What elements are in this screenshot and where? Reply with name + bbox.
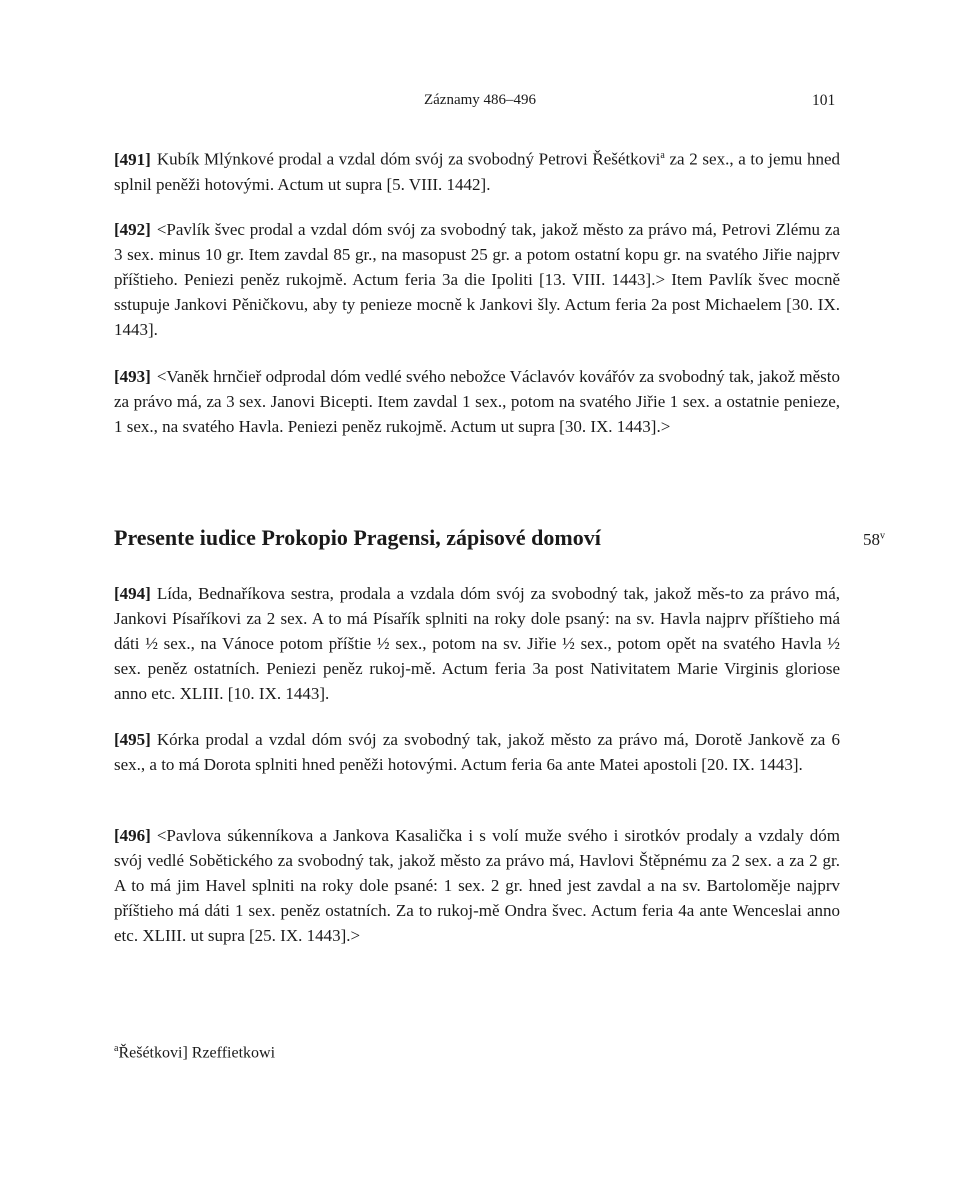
entry-text: <Pavlova súkenníkova a Jankova Kasalička i s volí muže svého i sirotkóv prodaly a vzdaly dóm svój vedlé Sobětického za svobodný tak, jakož město za právo má, Havlovi Štěpnému za 2 sex. a za 2 gr. A to má jim Havel splniti na roky dole psané: 1 sex. 2 gr. hned jest zavdal a na sv. Bartoloměje najprv příštieho má dáti 1 sex. peněz ostatních. Za to rukoj-mě Ondra švec. Actum feria 4a ante Wenceslai anno etc. XLIII. ut supra [25. IX. 1443].>: [114, 826, 840, 945]
entry-text: <Pavlík švec prodal a vzdal dóm svój za svobodný tak, jakož město za právo má, Petrovi Zlému za 3 sex. minus 10 gr. Item zavdal 85 gr., na masopust 25 gr. a potom ostatní kopu gr. na svatého Jiřie najprv příštieho. Peniezi peněz rukojmě. Actum feria 3a die Ipoliti [13. VIII. 1443].> Item Pavlík švec mocně sstupuje Jankovi Pěničkovu, aby ty penieze mocně k Jankovi šly. Actum feria 2a post Michaelem [30. IX. 1443].: [114, 220, 840, 339]
folio-side: v: [880, 530, 885, 542]
entry-text: za 2 sex., a to jemu hned splnil peněži hotovými. Actum ut supra [5. VIII. 1442].: [114, 149, 840, 194]
section-heading: Presente iudice Prokopio Pragensi, zápisové domoví: [114, 525, 601, 550]
footnote-reference: a: [660, 150, 665, 161]
entry-number: [496]: [114, 826, 151, 845]
margin-folio: [863, 530, 885, 550]
footnote-text: Řešétkovi] Rzeffietkowi: [118, 1044, 276, 1062]
entry-number: [491]: [114, 149, 151, 169]
entry-number: [493]: [114, 367, 151, 386]
entry-494: [114, 581, 840, 706]
entry-paragraph: [114, 727, 840, 777]
entry-paragraph: [114, 217, 840, 342]
entry-text: Kórka prodal a vzdal dóm svój za svobodný tak, jakož město za právo má, Dorotě Jankově za 6 sex., a to má Dorota splniti hned peněži hotovými. Actum feria 6a ante Matei apostoli [20. IX. 1443].: [114, 730, 840, 774]
entry-492: [114, 217, 840, 342]
entry-number: [494]: [114, 584, 151, 603]
entry-495: [114, 727, 840, 777]
entry-paragraph: [114, 364, 840, 439]
footnote: [114, 1043, 275, 1062]
entry-493: [114, 364, 840, 439]
entry-paragraph: [114, 581, 840, 706]
folio-number: 58: [863, 530, 880, 549]
running-head: [0, 92, 960, 112]
entry-paragraph: [114, 143, 840, 197]
page-number: 101: [812, 92, 836, 109]
entry-491: [114, 143, 840, 197]
entry-text: Lída, Bednaříkova sestra, prodala a vzdala dóm svój za svobodný tak, jakož měs-to za právo má, Jankovi Písaříkovi za 2 sex. A to má Písařík splniti na roky dole psaný: na sv. Havla najprv příštieho má dáti ½ sex., na Vánoce potom příštie ½ sex., potom na sv. Jiřie ½ sex., potom opět na svatého Havla ½ sex. peněz ostatních. Peniezi peněz rukoj-mě. Actum feria 3a post Nativitatem Marie Virginis gloriose anno etc. XLIII. [10. IX. 1443].: [114, 584, 840, 703]
entry-text: Kubík Mlýnkové prodal a vzdal dóm svój za svobodný Petrovi Řešétkovi: [156, 149, 661, 169]
entry-text: <Vaněk hrnčieř odprodal dóm vedlé svého nebožce Václavóv kovářóv za svobodný tak, jakož město za právo má, za 3 sex. Janovi Bicepti. Item zavdal 1 sex., potom na svatého Jiřie 1 sex. a ostatnie penieze, 1 sex., na svatého Havla. Peniezi peněz rukojmě. Actum ut supra [30. IX. 1443].>: [114, 367, 840, 436]
entry-paragraph: [114, 823, 840, 948]
footnote-mark: a: [114, 1043, 119, 1054]
running-title: Záznamy 486–496: [423, 92, 537, 108]
entry-number: [495]: [114, 730, 151, 749]
entry-496: [114, 823, 840, 948]
entry-number: [492]: [114, 220, 151, 239]
